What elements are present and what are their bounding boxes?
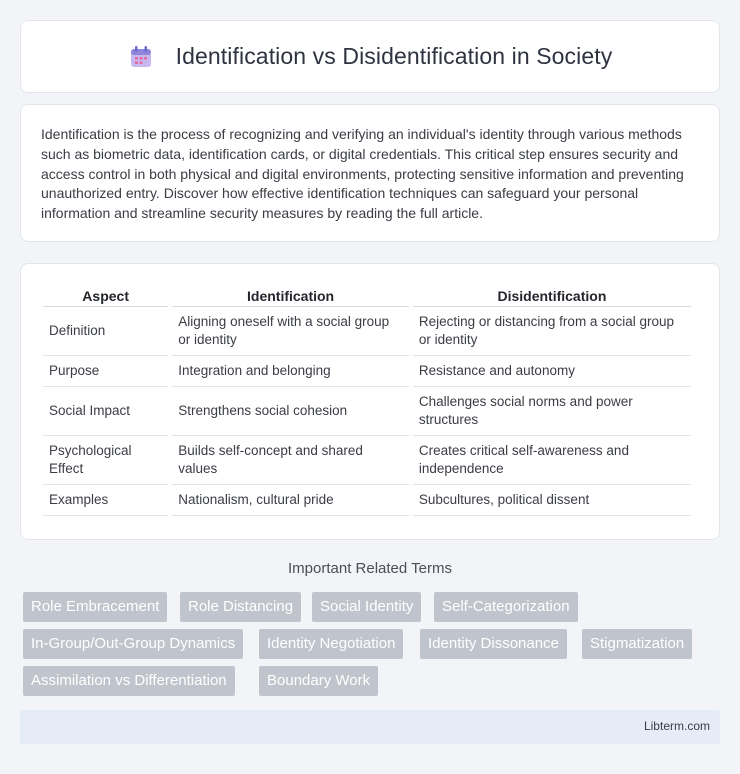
table-cell: Subcultures, political dissent: [413, 485, 691, 516]
related-terms-title: Important Related Terms: [288, 560, 452, 577]
comparison-table: [39, 286, 695, 516]
table-cell: Definition: [43, 307, 168, 356]
table-cell: Nationalism, cultural pride: [172, 485, 409, 516]
related-term-tag[interactable]: Identity Dissonance: [420, 629, 567, 659]
related-term-tag[interactable]: In-Group/Out-Group Dynamics: [23, 629, 243, 659]
title-card: [20, 20, 720, 93]
table-cell: Purpose: [43, 356, 168, 387]
table-cell: Strengthens social cohesion: [172, 387, 409, 436]
table-cell: Examples: [43, 485, 168, 516]
table-row: [43, 307, 691, 356]
related-term-tag[interactable]: Role Embracement: [23, 592, 167, 622]
table-row: [43, 356, 691, 387]
intro-text: Identification is the process of recognizing and verifying an individual's identity through various methods such as biometric data, identification cards, or digital credentials. This critical step ensures security and access control in both physical and digital environments, protecting sensitive information and preventing unauthorized entry. Discover how effective identification techniques can safeguard your personal information and streamline security measures by reading the full article.: [41, 126, 684, 222]
related-term-tag[interactable]: Stigmatization: [582, 629, 692, 659]
related-term-tag[interactable]: Social Identity: [312, 592, 421, 622]
table-cell: Builds self-concept and shared values: [172, 436, 409, 485]
table-cell: Psychological Effect: [43, 436, 168, 485]
related-term-tag[interactable]: Boundary Work: [259, 666, 378, 696]
related-term-tag[interactable]: Assimilation vs Differentiation: [23, 666, 235, 696]
related-term-tag[interactable]: Identity Negotiation: [259, 629, 403, 659]
related-term-tag[interactable]: Self-Categorization: [434, 592, 578, 622]
table-header-row: [43, 286, 691, 307]
comparison-table-card: [20, 263, 720, 540]
intro-card: [20, 104, 720, 242]
related-term-tag[interactable]: Role Distancing: [180, 592, 301, 622]
header-aspect: Aspect: [43, 286, 168, 307]
table-cell: Rejecting or distancing from a social group or identity: [413, 307, 691, 356]
table-cell: Challenges social norms and power structures: [413, 387, 691, 436]
table-cell: Creates critical self-awareness and independence: [413, 436, 691, 485]
header-identification: Identification: [172, 286, 409, 307]
table-cell: Aligning oneself with a social group or identity: [172, 307, 409, 356]
table-row: [43, 387, 691, 436]
footer: [20, 710, 720, 744]
header-disidentification: Disidentification: [413, 286, 691, 307]
footer-brand-link[interactable]: Libterm.com: [643, 719, 710, 733]
table-cell: Integration and belonging: [172, 356, 409, 387]
table-cell: Social Impact: [43, 387, 168, 436]
table-cell: Resistance and autonomy: [413, 356, 691, 387]
calendar-icon: [128, 44, 154, 70]
table-row: [43, 485, 691, 516]
table-row: [43, 436, 691, 485]
page-title: Identification vs Disidentification in Society: [175, 43, 613, 69]
